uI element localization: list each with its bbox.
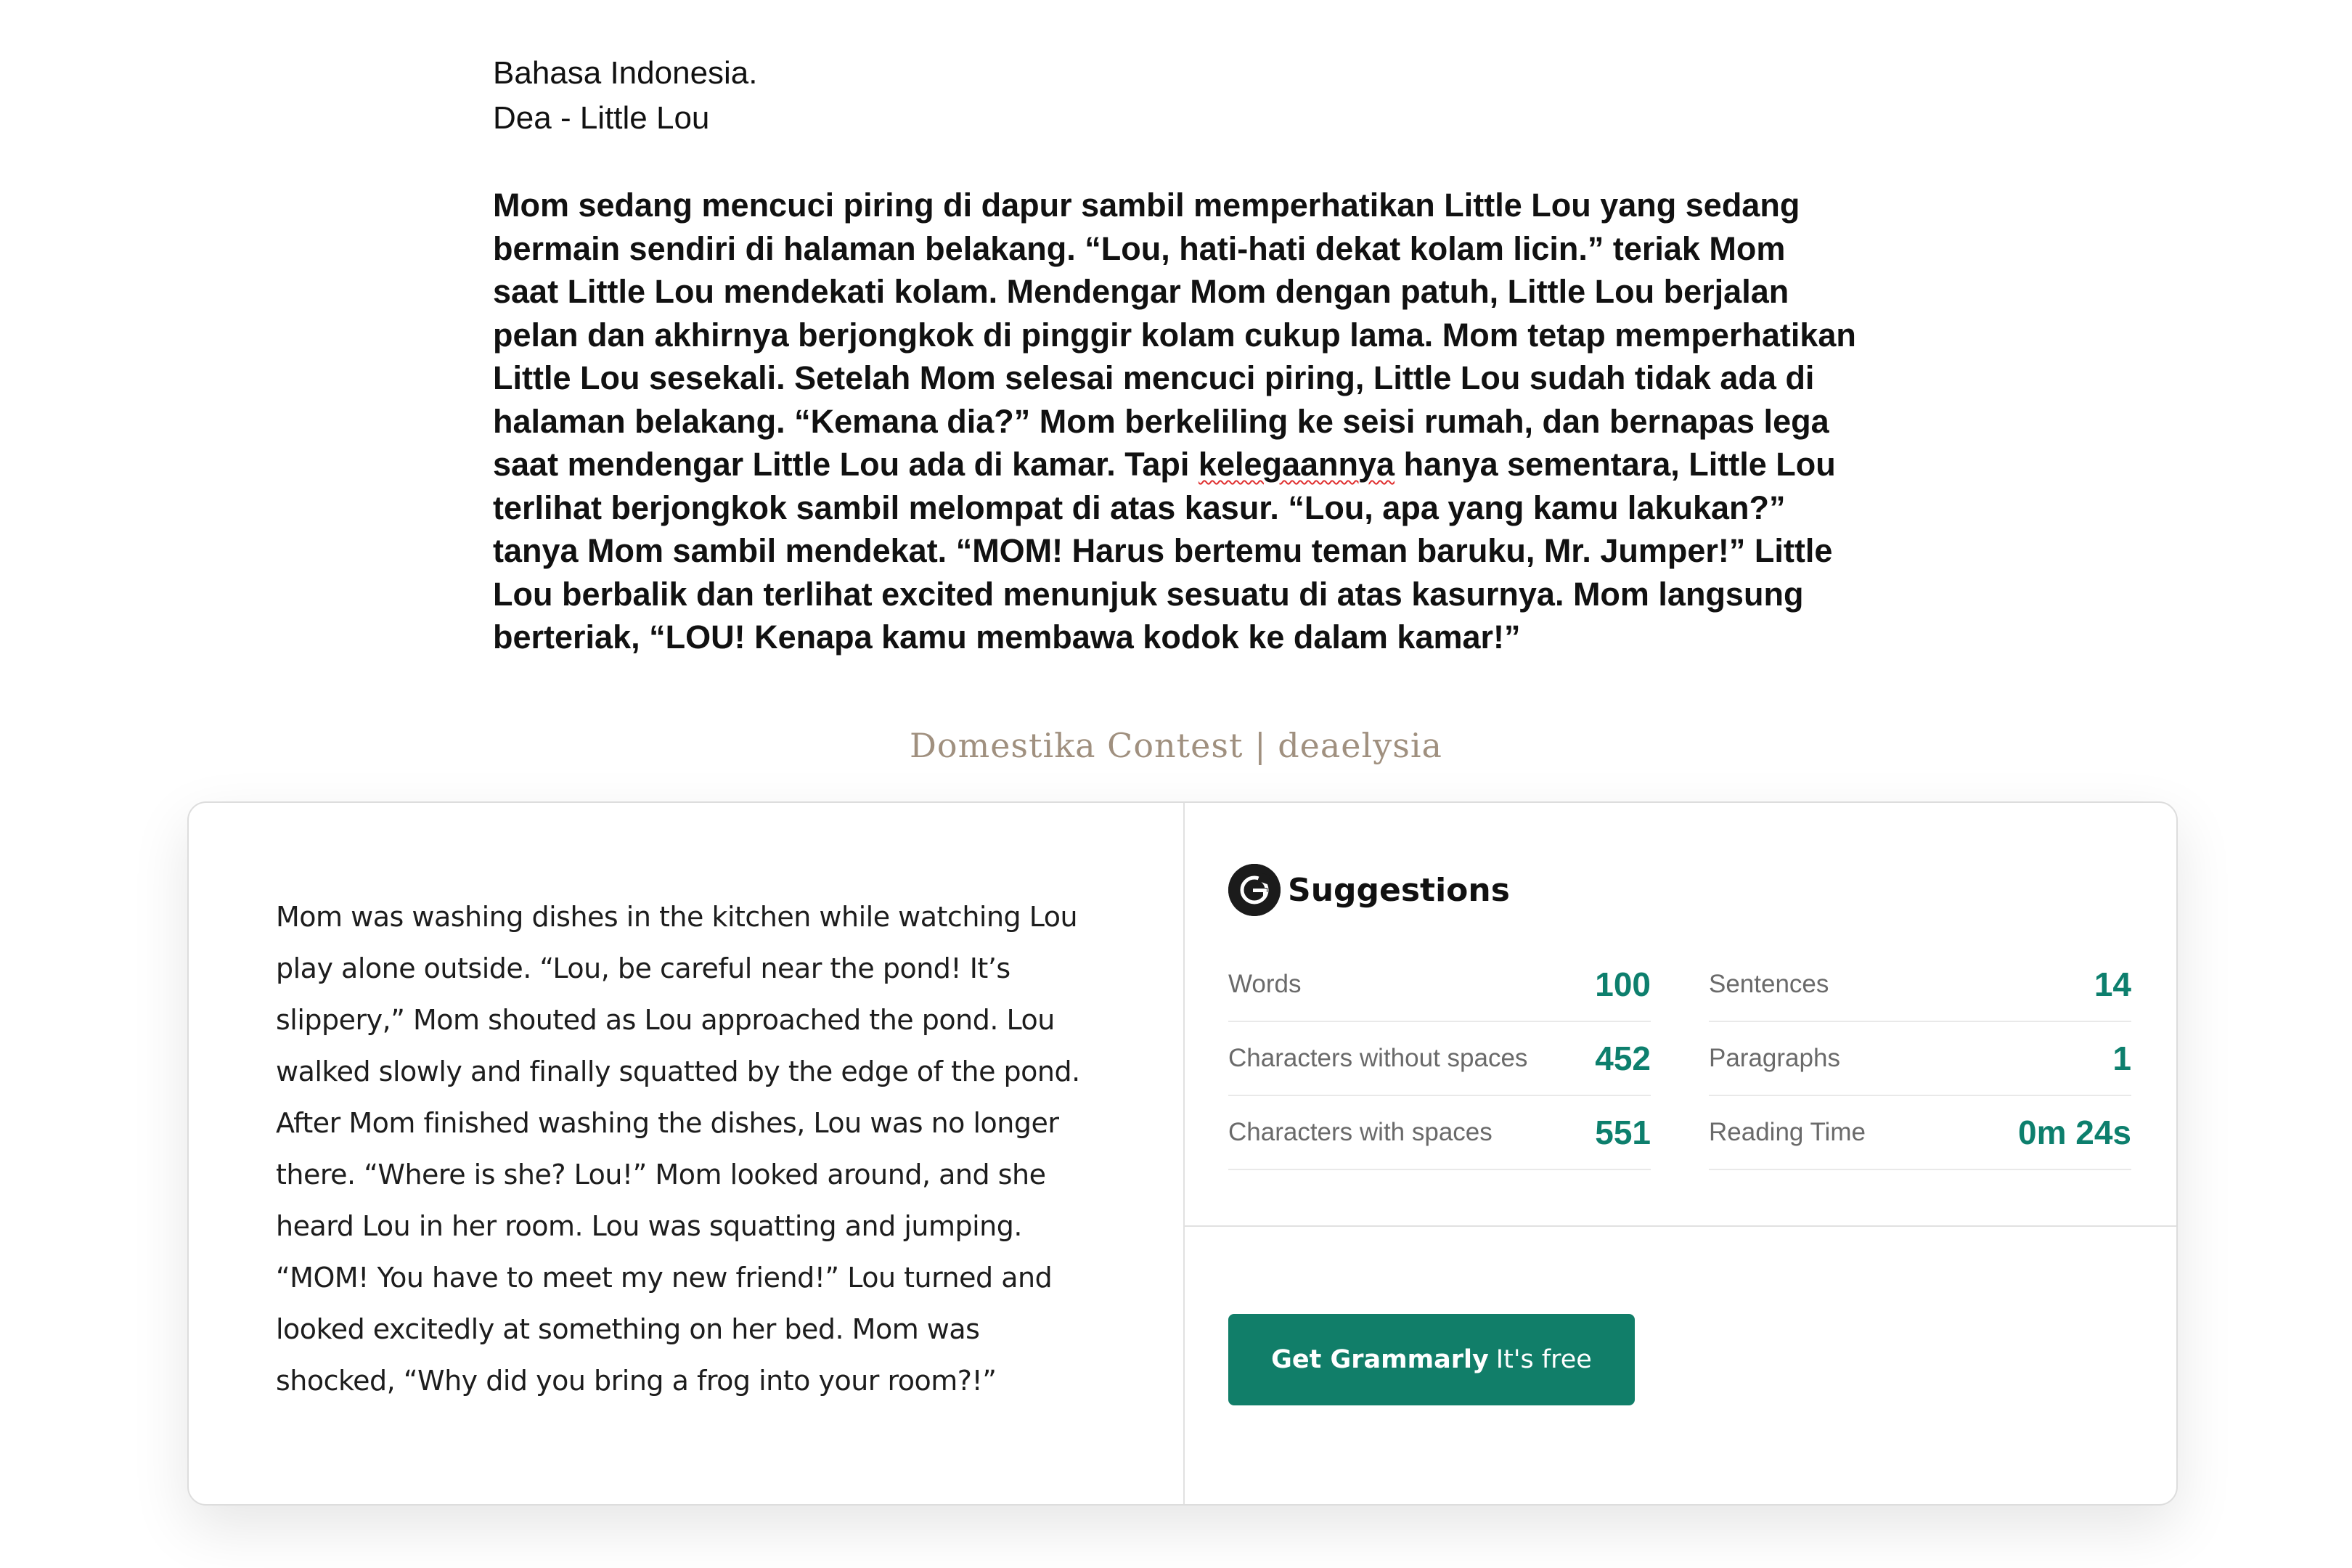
stat-value-paragraphs: 1 bbox=[2112, 1040, 2131, 1077]
document-page bbox=[493, 51, 1872, 659]
grammarly-g-icon bbox=[1228, 864, 1281, 916]
suggestions-header bbox=[1228, 862, 1510, 918]
stat-value-sentences: 14 bbox=[2094, 965, 2131, 1003]
cta-label-bold: Get Grammarly bbox=[1271, 1345, 1489, 1374]
translation-text[interactable]: Mom was washing dishes in the kitchen while watching Lou play alone outside. “Lou, be careful near the pond! It’s slippery,” Mom shouted as Lou approached the pond. Lou walked slowly and finally squatted by the edge of the pond. After Mom finished washing the dishes, Lou was no longer there. “Where is she? Lou!” Mom looked around, and she heard Lou in her room. Lou was squatting and jumping. “MOM! You have to meet my new friend!” Lou turned and looked excitedly at something on her bed. Mom was shocked, “Why did you bring a frog into your room?!” bbox=[276, 901, 1080, 1397]
stats-column-right bbox=[1709, 948, 2131, 1170]
suggestions-title: Suggestions bbox=[1288, 871, 1510, 909]
stat-value-reading-time: 0m 24s bbox=[2017, 1114, 2131, 1151]
story-text-before: Mom sedang mencuci piring di dapur sambil memperhatikan Little Lou yang sedang bermain sendiri di halaman belakang. “Lou, hati-hati dekat kolam licin.” teriak Mom saat Little Lou mendekati kolam. Mendengar Mom dengan patuh, Little Lou berjalan pelan dan akhirnya berjongkok di pinggir kolam cukup lama. Mom tetap memperhatikan Little Lou sesekali. Setelah Mom selesai mencuci piring, Little Lou sudah tidak ada di halaman belakang. “Kemana dia?” Mom berkeliling ke seisi rumah, dan bernapas lega saat mendengar Little Lou ada di kamar. Tapi bbox=[493, 187, 1856, 483]
author-line: Dea - Little Lou bbox=[493, 100, 710, 136]
translation-pane bbox=[189, 803, 1185, 1504]
stat-row bbox=[1228, 1096, 1651, 1170]
stat-label-paragraphs: Paragraphs bbox=[1709, 1044, 1840, 1072]
stat-label-words: Words bbox=[1228, 970, 1302, 998]
stat-value-words: 100 bbox=[1595, 965, 1651, 1003]
stat-value-chars-with-spaces: 551 bbox=[1595, 1114, 1651, 1151]
contest-caption: Domestika Contest | deaelysia bbox=[910, 726, 1442, 765]
stat-row bbox=[1228, 948, 1651, 1022]
stats-column-left bbox=[1228, 948, 1651, 1170]
cta-label-regular: It's free bbox=[1495, 1345, 1592, 1374]
misspelled-word[interactable]: kelegaannya bbox=[1198, 446, 1395, 483]
stat-label-reading-time: Reading Time bbox=[1709, 1118, 1866, 1146]
language-line: Bahasa Indonesia. bbox=[493, 55, 758, 91]
stat-label-sentences: Sentences bbox=[1709, 970, 1829, 998]
story-text-after: hanya sementara, Little Lou terlihat berjongkok sambil melompat di atas kasur. “Lou, apa yang kamu lakukan?” tanya Mom sambil mendekat. “MOM! Harus bertemu teman baruku, Mr. Jumper!” Little Lou berbalik dan terlihat excited menunjuk sesuatu di atas kasurnya. Mom langsung berteriak, “LOU! Kenapa kamu membawa kodok ke dalam kamar!” bbox=[493, 446, 1836, 656]
stat-row bbox=[1709, 1096, 2131, 1170]
stat-row bbox=[1709, 1022, 2131, 1096]
stat-label-chars-no-spaces: Characters without spaces bbox=[1228, 1044, 1528, 1072]
stat-value-chars-no-spaces: 452 bbox=[1595, 1040, 1651, 1077]
section-divider bbox=[1185, 1225, 2176, 1227]
story-paragraph bbox=[493, 184, 1858, 659]
stats-grid bbox=[1228, 948, 2131, 1170]
suggestions-pane bbox=[1185, 803, 2176, 1504]
stat-row bbox=[1228, 1022, 1651, 1096]
grammarly-card bbox=[187, 801, 2178, 1506]
stat-label-chars-with-spaces: Characters with spaces bbox=[1228, 1118, 1493, 1146]
stat-row bbox=[1709, 948, 2131, 1022]
get-grammarly-button[interactable] bbox=[1228, 1314, 1635, 1405]
